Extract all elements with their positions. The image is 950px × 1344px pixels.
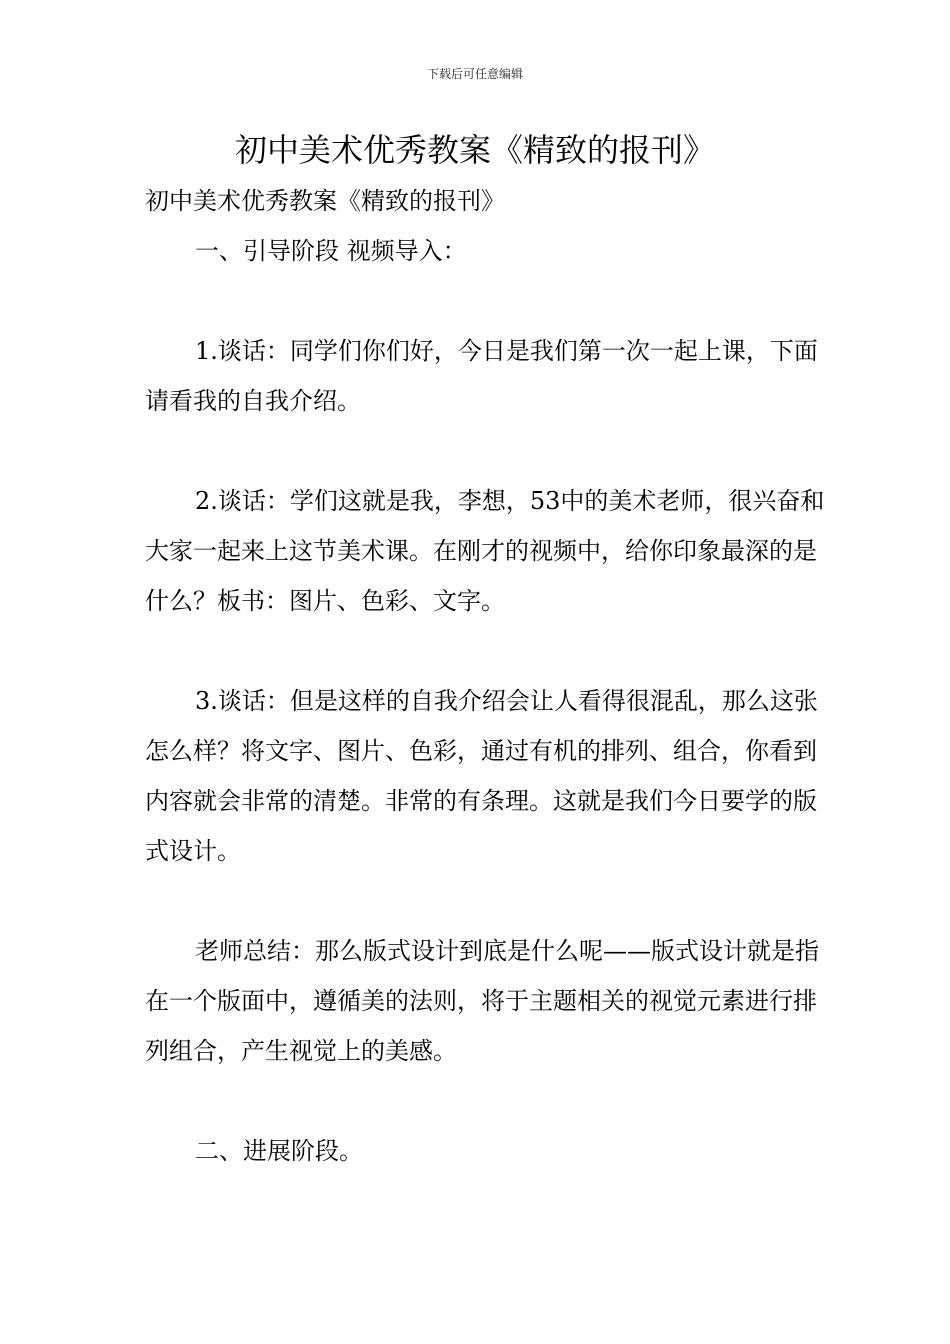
document-title: 初中美术优秀教案《精致的报刊》 — [234, 131, 715, 169]
paragraph-gap — [145, 276, 825, 326]
section-heading-stage1: 一、引导阶段 视频导入： — [195, 237, 467, 265]
document-body — [145, 176, 825, 1176]
paragraph-1: 1.谈话：同学们你们好，今日是我们第一次一起上课，下面请看我的自我介绍。 — [145, 337, 818, 415]
paragraph-2: 2.谈话：学们这就是我，李想，53中的美术老师，很兴奋和大家一起来上这节美术课。在刚才的视频中，给你印象最深的是什么？板书：图片、色彩、文字。 — [145, 487, 825, 615]
paragraph-3: 3.谈话：但是这样的自我介绍会让人看得很混乱，那么这张怎么样？将文字、图片、色彩，通过有机的排列、组合，你看到内容就会非常的清楚。非常的有条理。这就是我们今日要学的版式设计。 — [145, 687, 818, 865]
paragraph-gap — [145, 426, 825, 476]
header-note: 下载后可任意编辑 — [426, 67, 523, 81]
paragraph-teacher-summary: 老师总结：那么版式设计到底是什么呢——版式设计就是指在一个版面中，遵循美的法则，将于主题相关的视觉元素进行排列组合，产生视觉上的美感。 — [145, 937, 819, 1065]
paragraph-gap — [145, 626, 825, 676]
paragraph-gap — [145, 876, 825, 926]
subtitle-line: 初中美术优秀教案《精致的报刊》 — [145, 187, 505, 215]
paragraph-gap — [145, 1076, 825, 1126]
section-heading-stage2: 二、进展阶段。 — [195, 1137, 363, 1165]
